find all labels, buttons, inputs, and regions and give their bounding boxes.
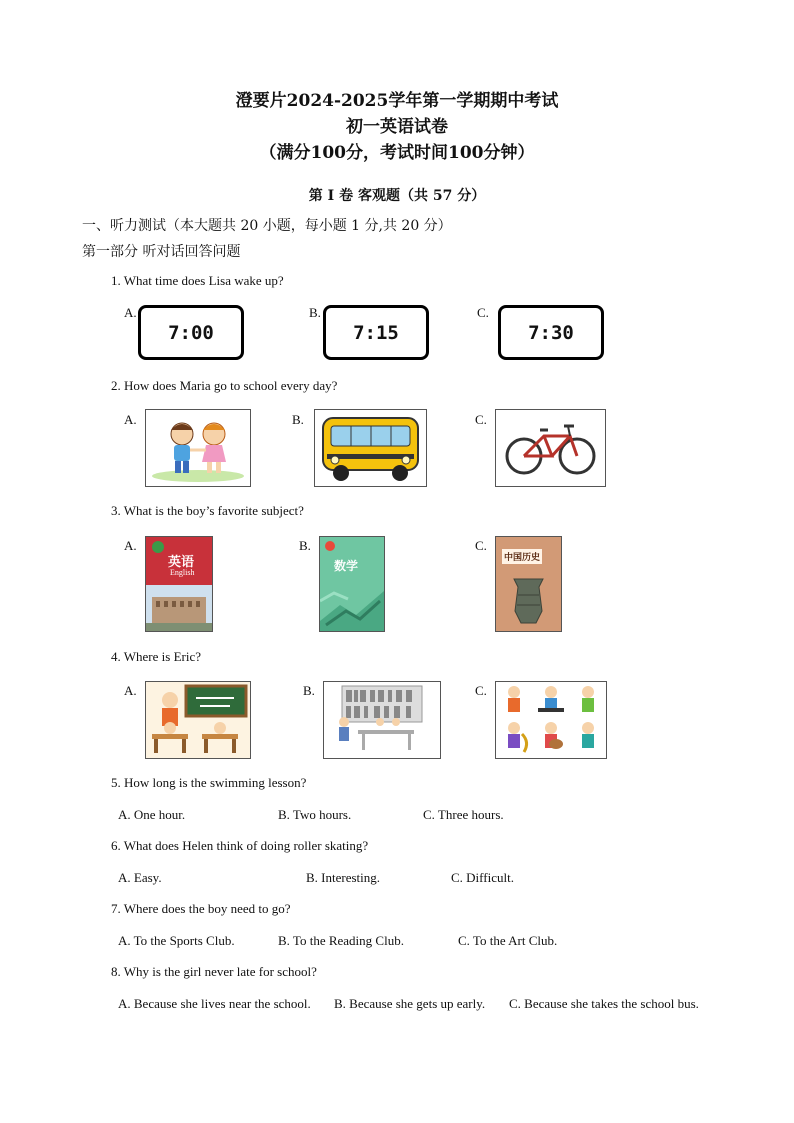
option-b[interactable]: B. Interesting. — [306, 870, 381, 885]
classroom-icon[interactable] — [145, 681, 251, 759]
option-a[interactable]: A. To the Sports Club. — [118, 933, 235, 948]
section-subheading: 第一部分 听对话回答问题 — [82, 244, 241, 260]
question-6: 6. What does Helen think of doing roller skating? — [111, 838, 369, 853]
english-textbook-icon[interactable] — [145, 536, 213, 632]
book-title: 英语 — [168, 555, 195, 570]
option-label[interactable]: C. — [475, 538, 487, 553]
book-title: 中国历史 — [502, 549, 542, 564]
math-textbook-icon[interactable] — [319, 536, 385, 632]
option-a[interactable]: A. Because she lives near the school. — [118, 996, 311, 1011]
option-c[interactable]: C. To the Art Club. — [458, 933, 558, 948]
option-c[interactable]: C. Three hours. — [423, 807, 504, 822]
option-c[interactable]: C. Because she takes the school bus. — [509, 996, 699, 1011]
exam-info: （满分100分，考试时间100分钟） — [259, 143, 535, 163]
question-5: 5. How long is the swimming lesson? — [111, 775, 307, 790]
section-heading: 一、听力测试（本大题共 20 小题，每小题 1 分,共 20 分） — [82, 218, 452, 234]
option-b[interactable]: B. To the Reading Club. — [278, 933, 404, 948]
option-label[interactable]: B. — [292, 412, 304, 427]
bicycle-icon[interactable] — [495, 409, 606, 487]
question-4: 4. Where is Eric? — [111, 649, 201, 664]
option-b[interactable]: B. Because she gets up early. — [334, 996, 486, 1011]
question-7: 7. Where does the boy need to go? — [111, 901, 291, 916]
question-1: 1. What time does Lisa wake up? — [111, 273, 284, 288]
history-textbook-icon[interactable] — [495, 536, 562, 632]
exam-title: 澄要片2024-2025学年第一学期期中考试 — [235, 91, 559, 111]
clock-option-b[interactable]: 7:15 — [323, 305, 429, 360]
option-label[interactable]: A. — [124, 305, 137, 320]
school-bus-icon[interactable] — [314, 409, 427, 487]
option-label[interactable]: A. — [124, 412, 137, 427]
question-2: 2. How does Maria go to school every day? — [111, 378, 338, 393]
library-icon[interactable] — [323, 681, 441, 759]
option-label[interactable]: C. — [477, 305, 489, 320]
option-label[interactable]: C. — [475, 683, 487, 698]
option-a[interactable]: A. Easy. — [118, 870, 162, 885]
clock-option-a[interactable]: 7:00 — [138, 305, 244, 360]
option-b[interactable]: B. Two hours. — [278, 807, 352, 822]
clock-option-c[interactable]: 7:30 — [498, 305, 604, 360]
option-a[interactable]: A. One hour. — [118, 807, 186, 822]
book-subtitle: English — [170, 568, 195, 577]
option-label[interactable]: B. — [309, 305, 321, 320]
option-label[interactable]: C. — [475, 412, 487, 427]
exam-subtitle: 初一英语试卷 — [346, 117, 448, 137]
music-club-icon[interactable] — [495, 681, 607, 759]
option-label[interactable]: A. — [124, 538, 137, 553]
option-c[interactable]: C. Difficult. — [451, 870, 514, 885]
question-8: 8. Why is the girl never late for school? — [111, 964, 317, 979]
walking-children-icon[interactable] — [145, 409, 251, 487]
option-label[interactable]: A. — [124, 683, 137, 698]
option-label[interactable]: B. — [299, 538, 311, 553]
option-label[interactable]: B. — [303, 683, 315, 698]
part-heading: 第 I 卷 客观题（共 57 分） — [308, 188, 486, 204]
book-title: 数学 — [334, 559, 359, 573]
question-3: 3. What is the boy’s favorite subject? — [111, 503, 304, 518]
